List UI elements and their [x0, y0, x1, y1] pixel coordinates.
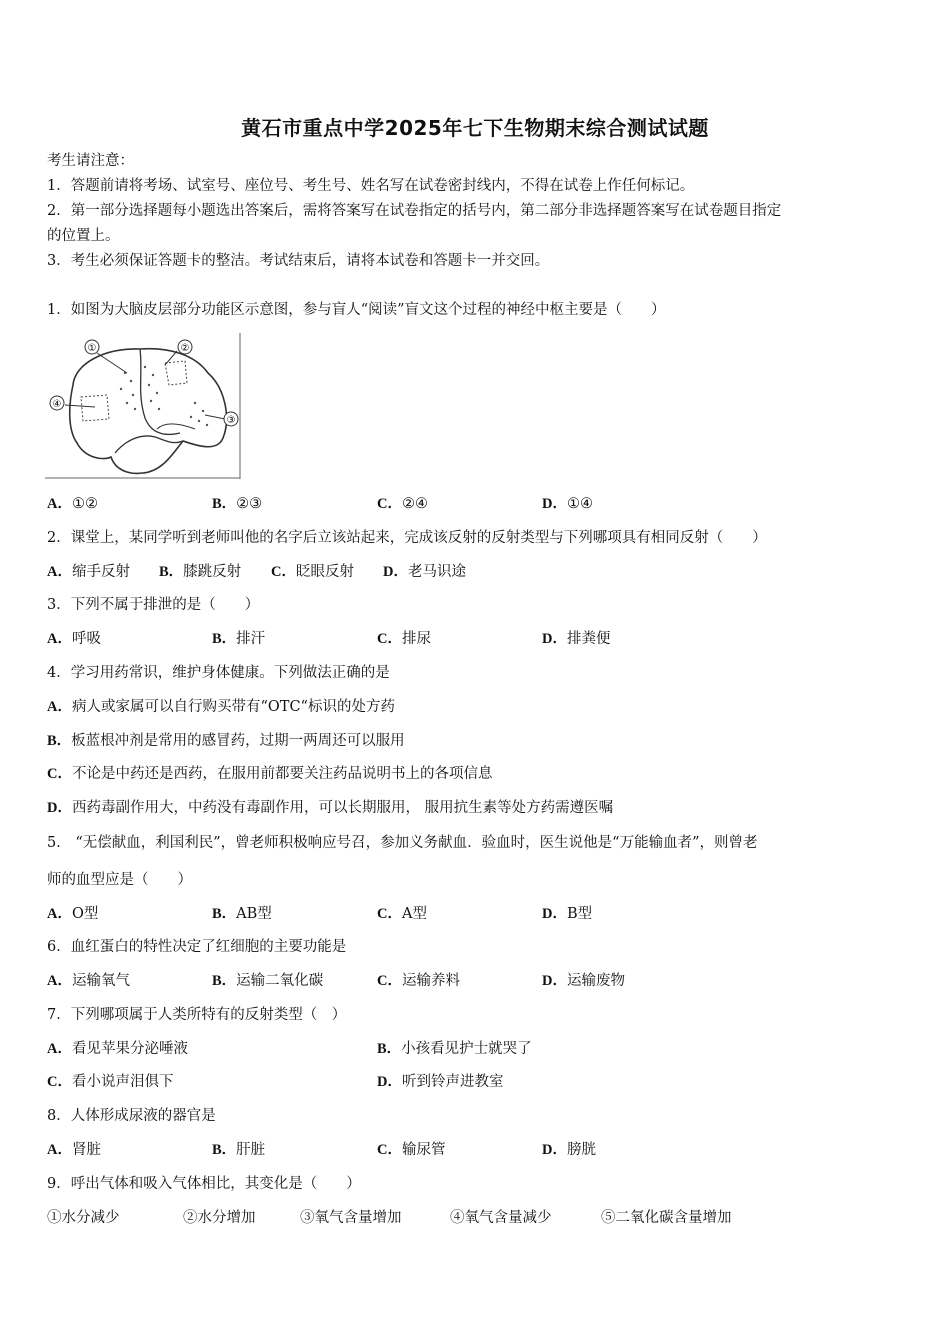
option-b: B．②③ [212, 496, 263, 512]
option-c: C．不论是中药还是西药，在服用前都要关注药品说明书上的各项信息 [47, 766, 493, 782]
option-c: C．排尿 [377, 631, 431, 647]
option-d: D．听到铃声进教室 [377, 1074, 504, 1090]
option-a: A．运输氧气 [47, 973, 130, 989]
option-c: C．输尿管 [377, 1142, 446, 1158]
question-stem: 7．下列哪项属于人类所特有的反射类型（ ） [47, 1007, 347, 1023]
option-b: B．排汗 [212, 631, 266, 647]
figure-label-2: ② [180, 343, 190, 354]
statement-item: ④氧气含量减少 [450, 1210, 552, 1226]
brain-cortex-diagram [45, 333, 241, 479]
option-a: A．看见苹果分泌唾液 [47, 1041, 188, 1057]
option-d: D．①④ [542, 496, 593, 512]
option-d: D．运输废物 [542, 973, 625, 989]
option-b: B．膝跳反射 [159, 564, 242, 580]
option-b: B．板蓝根冲剂是常用的感冒药，过期一两周还可以服用 [47, 733, 405, 749]
option-d: D．西药毒副作用大，中药没有毒副作用，可以长期服用， 服用抗生素等处方药需遵医嘱 [47, 800, 614, 816]
question-stem-continued: 师的血型应是（ ） [47, 872, 192, 888]
question-stem: 4．学习用药常识，维护身体健康。下列做法正确的是 [47, 665, 390, 681]
notice-item: 的位置上。 [47, 228, 120, 244]
option-c: C．眨眼反射 [271, 564, 354, 580]
option-a: A．肾脏 [47, 1142, 101, 1158]
option-b: B．运输二氧化碳 [212, 973, 324, 989]
figure-label-1: ① [87, 343, 97, 354]
option-a: A．病人或家属可以自行购买带有“OTC“标识的处方药 [47, 699, 395, 715]
figure-label-3: ③ [226, 415, 236, 426]
question-stem: 1．如图为大脑皮层部分功能区示意图，参与盲人“阅读”盲文这个过程的神经中枢主要是（ ） [47, 302, 666, 318]
option-c: C．②④ [377, 496, 428, 512]
question-stem: 3．下列不属于排泄的是（ ） [47, 597, 260, 613]
option-c: C．看小说声泪俱下 [47, 1074, 174, 1090]
page-title: 黄石市重点中学2025年七下生物期末综合测试试题 [241, 116, 709, 140]
question-stem: 5． “无偿献血，利国利民”，曾老师积极响应号召，参加义务献血．验血时，医生说他是“万能输血者”，则曾老 [47, 835, 758, 851]
statement-item: ①水分减少 [47, 1210, 120, 1226]
question-stem: 8．人体形成尿液的器官是 [47, 1108, 216, 1124]
question-stem: 6．血红蛋白的特性决定了红细胞的主要功能是 [47, 939, 347, 955]
notice-item: 2．第一部分选择题每小题选出答案后，需将答案写在试卷指定的括号内，第二部分非选择题答案写在试卷题目指定 [47, 203, 782, 219]
option-b: B．AB型 [212, 906, 272, 922]
option-d: D．排粪便 [542, 631, 611, 647]
option-a: A．缩手反射 [47, 564, 130, 580]
option-a: A．O型 [47, 906, 99, 922]
question-stem: 2．课堂上，某同学听到老师叫他的名字后立该站起来，完成该反射的反射类型与下列哪项具有相同反射（ ） [47, 530, 767, 546]
option-c: C．运输养料 [377, 973, 460, 989]
option-d: D．老马识途 [383, 564, 466, 580]
statement-item: ②水分增加 [183, 1210, 256, 1226]
option-b: B．肝脏 [212, 1142, 266, 1158]
notice-item: 1．答题前请将考场、试室号、座位号、考生号、姓名写在试卷密封线内，不得在试卷上作任何标记。 [47, 178, 695, 194]
option-d: D．膀胱 [542, 1142, 596, 1158]
notice-item: 3．考生必须保证答题卡的整洁。考试结束后，请将本试卷和答题卡一并交回。 [47, 253, 550, 269]
option-c: C．A型 [377, 906, 427, 922]
statement-item: ③氧气含量增加 [300, 1210, 402, 1226]
notice-heading: 考生请注意： [47, 153, 134, 169]
option-a: A．①② [47, 496, 98, 512]
figure-label-4: ④ [52, 399, 62, 410]
option-d: D．B型 [542, 906, 593, 922]
option-b: B．小孩看见护士就哭了 [377, 1041, 532, 1057]
option-a: A．呼吸 [47, 631, 101, 647]
statement-item: ⑤二氧化碳含量增加 [601, 1210, 732, 1226]
question-stem: 9．呼出气体和吸入气体相比，其变化是（ ） [47, 1176, 361, 1192]
